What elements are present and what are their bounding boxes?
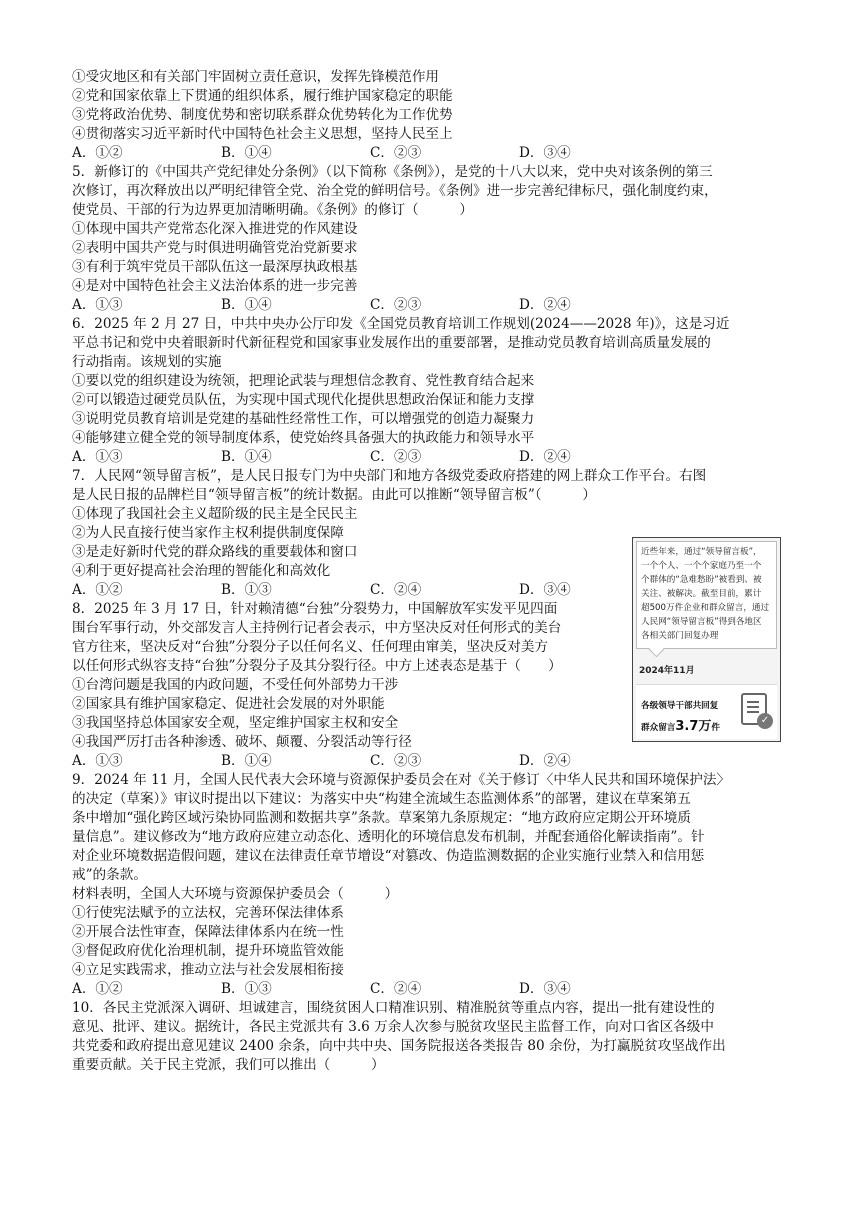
card-date: 2024年11月: [639, 666, 695, 676]
item: ②可以锻造过硬党员队伍，为实现中国式现代化提供思想政治保证和能力支撑: [72, 392, 535, 408]
option-a: A．①③: [72, 449, 123, 465]
question-stem-line: 次修订，再次释放出以严明纪律管全党、治全党的鲜明信号。《条例》进一步完善纪律标尺，强化制度约束，: [72, 183, 718, 199]
item: ①体现了我国社会主义超阶级的民主是全民民主: [72, 506, 358, 522]
question-stem-line: 10．各民主党派深入调研、坦诚建言，围绕贫困人口精准识别、精准脱贫等重点内容，提出一批有建设性的: [72, 1000, 715, 1016]
question-stem-line: 是人民日报的品牌栏目“领导留言板”的统计数据。由此可以推断“领导留言板”（ ）: [72, 487, 596, 503]
answer-options: [72, 296, 796, 315]
item: ③督促政府优化治理机制，提升环境监管效能: [72, 943, 344, 959]
option-d: D．③④: [519, 981, 571, 997]
item: ③我国坚持总体国家安全观，坚定维护国家主权和安全: [72, 715, 399, 731]
card-stat-suffix: 件: [711, 723, 721, 733]
question-stem-line: 戒”的条款。: [72, 867, 147, 883]
item: ②党和国家依靠上下贯通的组织体系，履行维护国家稳定的职能: [72, 88, 453, 104]
question-stem-line: 8．2025 年 3 月 17 日，针对赖清德“台独”分裂势力，中国解放军实发平见四面: [72, 601, 558, 617]
option-a: A．①②: [72, 981, 123, 997]
option-d: D．②④: [519, 297, 571, 313]
question-stem-line: 的决定（草案）》审议时提出以下建议：为落实中央“构建全流域生态监测体系”的部署，建议在草案第五: [72, 791, 691, 807]
question-9: [72, 771, 796, 999]
option-b: B．①③: [221, 582, 272, 598]
option-a: A．①②: [72, 582, 123, 598]
card-line: 个群体的“急难愁盼”被看到、被: [641, 575, 762, 585]
question-stem-line: 材料表明，全国人大环境与资源保护委员会（ ）: [72, 886, 399, 902]
option-c: C．②④: [370, 582, 422, 598]
card-line: 近些年来，通过“领导留言板”，: [641, 547, 762, 557]
item: ④立足实践需求，推动立法与社会发展相衔接: [72, 962, 344, 978]
question-stem-line: 6．2025 年 2 月 27 日，中共中央办公厅印发《全国党员教育培训工作规划(2024——2028 年)》，这是习近: [72, 316, 730, 332]
option-d: D．②④: [519, 753, 571, 769]
card-stat-number: 3.7万: [675, 719, 712, 734]
option-b: B．①④: [221, 753, 272, 769]
item: ②为人民直接行使当家作主权利提供制度保障: [72, 525, 344, 541]
option-c: C．②③: [370, 297, 422, 313]
question-stem-line: 行动指南。该规划的实施: [72, 354, 222, 370]
card-stat: [636, 684, 777, 739]
question-4-items: [72, 68, 796, 163]
item: ④是对中国特色社会主义法治体系的进一步完善: [72, 278, 358, 294]
option-c: C．②④: [370, 981, 422, 997]
question-stem-line: 围台军事行动，外交部发言人主持例行记者会表示，中方坚决反对任何形式的美台: [72, 620, 562, 636]
option-c: C．②③: [370, 449, 422, 465]
option-b: B．①③: [221, 981, 272, 997]
question-stem-line: 共党委和政府提出意见建议 2400 余条，向中共中央、国务院报送各类报告 80 余份，为打赢脱贫攻坚战作出: [72, 1038, 726, 1054]
option-b: B．①④: [221, 145, 272, 161]
question-stem-line: 使党员、干部的行为边界更加清晰明确。《条例》的修订（ ）: [72, 202, 474, 218]
card-line: 关注、被解决。截至目前，累计: [641, 589, 762, 599]
card-stat-prefix: 群众留言: [641, 723, 676, 733]
item: ③党将政治优势、制度优势和密切联系群众优势转化为工作优势: [72, 107, 453, 123]
item: ①体现中国共产党常态化深入推进党的作风建设: [72, 221, 358, 237]
card-stat-value: [641, 715, 720, 734]
card-line: 一个个人、一个个家庭乃至一个: [641, 561, 762, 571]
question-stem-line: 对企业环境数据造假问题，建议在法律责任章节增设“对篡改、伪造监测数据的企业实施行业禁入和信用惩: [72, 848, 705, 864]
option-a: A．①③: [72, 753, 123, 769]
option-d: D．③④: [519, 145, 571, 161]
question-stem-line: 重要贡献。关于民主党派，我们可以推出（ ）: [72, 1057, 385, 1073]
card-stat-label: 各级领导干部共回复: [641, 701, 719, 711]
question-6: [72, 315, 796, 467]
answer-options: [72, 144, 796, 163]
option-c: C．②③: [370, 753, 422, 769]
question-stem-line: 7．人民网“领导留言板”，是人民日报专门为中央部门和地方各级党委政府搭建的网上群众工作平台。右图: [72, 468, 707, 484]
card-description: [636, 541, 777, 649]
item: ④贯彻落实习近平新时代中国特色社会主义思想，坚持人民至上: [72, 126, 453, 142]
question-stem-line: 官方往来，坚决反对“台独”分裂分子以任何名义、任何理由窜美，坚决反对美方: [72, 639, 549, 655]
item: ④能够建立健全党的领导制度体系，使党始终具备强大的执政能力和领导水平: [72, 430, 535, 446]
answer-options: [72, 752, 796, 771]
item: ②表明中国共产党与时俱进明确管党治党新要求: [72, 240, 358, 256]
question-stem-line: 量信息”。建议修改为“地方政府应建立动态化、透明化的环境信息发布机制，并配套通俗化解读指南”。针: [72, 829, 705, 845]
item: ②开展合法性审查，保障法律体系内在统一性: [72, 924, 344, 940]
question-stem-line: 意见、批评、建议。据统计，各民主党派共有 3.6 万余人次参与脱贫攻坚民主监督工作，向对口省区各级中: [72, 1019, 714, 1035]
question-stem-line: 平总书记和党中央着眼新时代新征程党和国家事业发展作出的重要部署，是推动党员教育培训高质量发展的: [72, 335, 711, 351]
option-c: C．②③: [370, 145, 422, 161]
answer-options: [72, 980, 796, 999]
question-stem-line: 条中增加“强化跨区域污染协同监测和数据共享”条款。草案第九条原规定：“地方政府应定期公开环境质: [72, 810, 691, 826]
item: ④利于更好提高社会治理的智能化和高效化: [72, 563, 331, 579]
question-stem-line: 5．新修订的《中国共产党纪律处分条例》（以下简称《条例》），是党的十八大以来，党中央对该条例的第三: [72, 164, 713, 180]
question-stem-line: 9．2024 年 11 月，全国人民代表大会环境与资源保护委员会在对《关于修订〈中华人民共和国环境保护法〉: [72, 772, 731, 788]
check-icon: ✓: [757, 713, 773, 729]
item: ①行使宪法赋予的立法权，完善环保法律体系: [72, 905, 344, 921]
item: ①要以党的组织建设为统领，把理论武装与理想信念教育、党性教育结合起来: [72, 373, 535, 389]
leader-message-board-card: [632, 537, 781, 742]
item: ③是走好新时代党的群众路线的重要载体和窗口: [72, 544, 358, 560]
option-a: A．①③: [72, 297, 123, 313]
answer-options: [72, 448, 796, 467]
question-10: [72, 999, 796, 1075]
option-b: B．①④: [221, 297, 272, 313]
option-d: D．②④: [519, 449, 571, 465]
item: ③说明党员教育培训是党建的基础性经常性工作，可以增强党的创造力凝聚力: [72, 411, 535, 427]
option-b: B．①④: [221, 449, 272, 465]
card-line: 人民网“领导留言板”得到各地区: [641, 617, 762, 627]
option-a: A．①②: [72, 145, 123, 161]
card-line: 超500万件企业和群众留言，通过: [641, 603, 770, 613]
question-5: [72, 163, 796, 315]
question-stem-line: 以任何形式纵容支持“台独”分裂分子及其分裂行径。中方上述表态是基于（ ）: [72, 658, 562, 674]
item: ①受灾地区和有关部门牢固树立责任意识，发挥先锋模范作用: [72, 69, 440, 85]
item: ②国家具有维护国家稳定、促进社会发展的对外职能: [72, 696, 385, 712]
item: ①台湾问题是我国的内政问题，不受任何外部势力干涉: [72, 677, 399, 693]
card-line: 各相关部门回复办理: [641, 631, 719, 641]
item: ④我国严厉打击各种渗透、破坏、颠覆、分裂活动等行径: [72, 734, 412, 750]
option-d: D．③④: [519, 582, 571, 598]
item: ③有利于筑牢党员干部队伍这一最深厚执政根基: [72, 259, 358, 275]
